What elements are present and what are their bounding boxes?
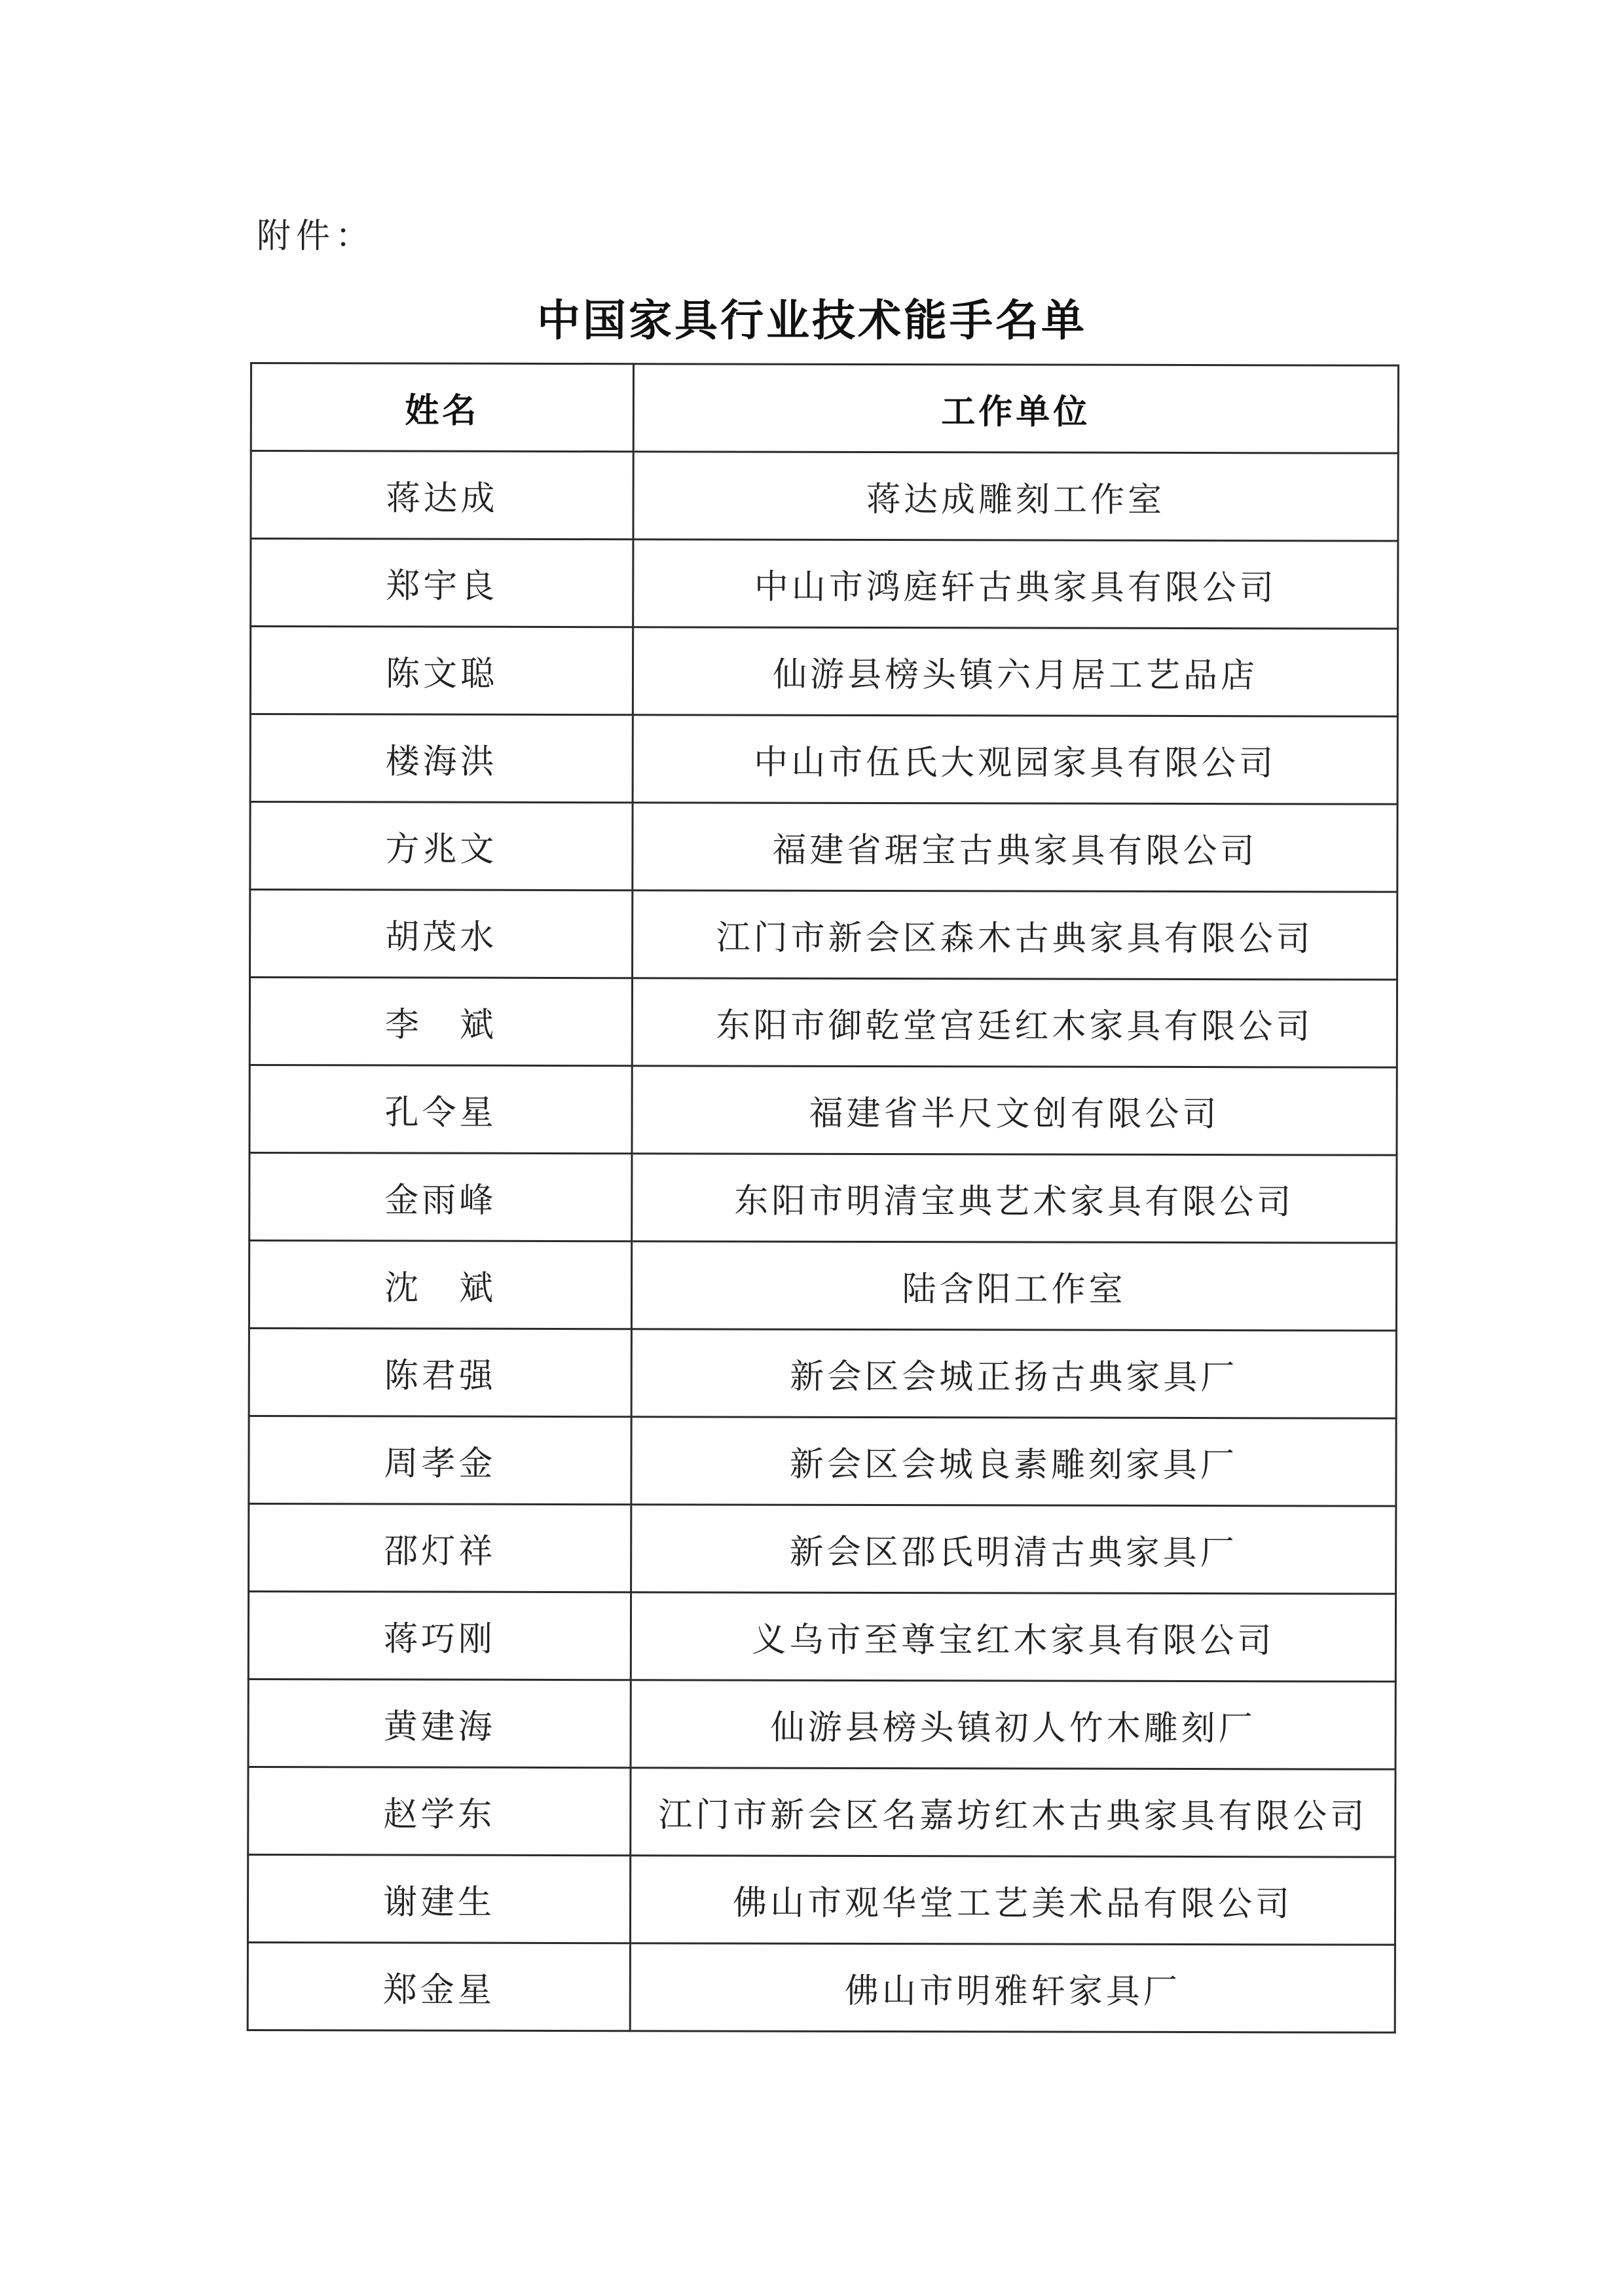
person-name: 蒋达成 [251, 451, 633, 540]
table-row [248, 1679, 1395, 1769]
person-name: 周孝金 [249, 1416, 631, 1504]
person-name: 谢建生 [248, 1854, 630, 1943]
technician-roster-table [247, 362, 1399, 2034]
person-name: 蒋巧刚 [248, 1591, 631, 1680]
table-row [249, 1153, 1397, 1243]
work-unit: 新会区会城正扬古典家具厂 [631, 1329, 1396, 1418]
work-unit: 蒋达成雕刻工作室 [633, 452, 1398, 541]
work-unit: 佛山市观华堂工艺美术品有限公司 [630, 1856, 1395, 1945]
column-header-work-unit: 工作单位 [633, 364, 1398, 453]
person-name: 郑金星 [248, 1942, 630, 2030]
table-row [249, 1065, 1397, 1156]
table-row [249, 1328, 1396, 1418]
person-name: 方兆文 [250, 802, 633, 890]
work-unit: 新会区会城良素雕刻家具厂 [631, 1417, 1396, 1506]
column-header-name: 姓名 [251, 363, 633, 452]
table-row [250, 714, 1397, 805]
work-unit: 陆含阳工作室 [631, 1241, 1396, 1331]
person-name: 李 斌 [249, 978, 632, 1066]
work-unit: 新会区邵氏明清古典家具厂 [631, 1505, 1396, 1594]
table-row [248, 1942, 1395, 2032]
table-row [248, 1854, 1395, 1945]
table-row [251, 451, 1398, 542]
work-unit: 中山市伍氏大观园家具有限公司 [633, 715, 1397, 804]
work-unit: 东阳市御乾堂宫廷红木家具有限公司 [632, 978, 1397, 1067]
table-row [250, 802, 1397, 892]
person-name: 郑宇良 [251, 539, 633, 627]
work-unit: 福建省半尺文创有限公司 [632, 1066, 1397, 1155]
table-row [249, 1503, 1396, 1594]
table-row [251, 539, 1398, 629]
person-name: 金雨峰 [249, 1153, 632, 1241]
table-row [250, 890, 1397, 980]
person-name: 赵学东 [248, 1767, 631, 1855]
work-unit: 中山市鸿庭轩古典家具有限公司 [633, 540, 1398, 629]
work-unit: 仙游县榜头镇六月居工艺品店 [633, 627, 1397, 716]
work-unit: 仙游县榜头镇初人竹木雕刻厂 [631, 1680, 1395, 1769]
work-unit: 东阳市明清宝典艺术家具有限公司 [632, 1154, 1397, 1243]
person-name: 孔令星 [249, 1065, 632, 1154]
person-name: 黄建海 [248, 1679, 631, 1767]
attachment-label: 附件： [257, 217, 375, 256]
table-row [250, 627, 1397, 717]
table-row [249, 1241, 1396, 1331]
table-row [248, 1767, 1395, 1857]
person-name: 陈文聪 [250, 627, 633, 715]
person-name: 陈君强 [249, 1328, 631, 1416]
table-header-row [251, 363, 1398, 454]
work-unit: 佛山市明雅轩家具厂 [630, 1943, 1395, 2032]
table-row [248, 1591, 1395, 1681]
table-row [249, 978, 1397, 1068]
work-unit: 江门市新会区名嘉坊红木古典家具有限公司 [631, 1768, 1395, 1857]
work-unit: 义乌市至尊宝红木家具有限公司 [631, 1592, 1395, 1681]
person-name: 沈 斌 [249, 1241, 631, 1329]
person-name: 楼海洪 [250, 714, 633, 803]
table-row [249, 1416, 1396, 1506]
person-name: 邵灯祥 [249, 1503, 631, 1592]
person-name: 胡茂水 [250, 890, 633, 978]
work-unit: 江门市新会区森木古典家具有限公司 [633, 890, 1397, 980]
work-unit: 福建省琚宝古典家具有限公司 [633, 803, 1397, 892]
document-title: 中国家具行业技术能手名单 [537, 295, 1087, 346]
